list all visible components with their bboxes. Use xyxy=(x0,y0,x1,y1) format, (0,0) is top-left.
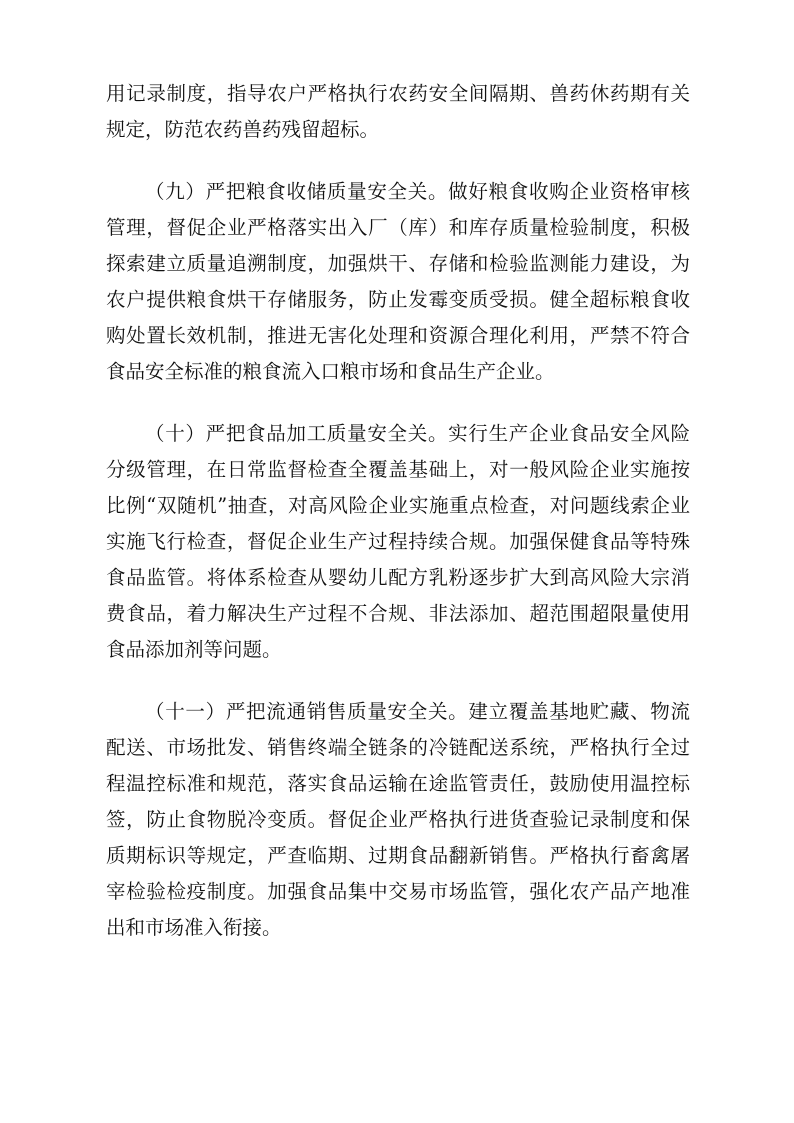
paragraph-item-9: （九）严把粮食收储质量安全关。做好粮食收购企业资格审核管理，督促企业严格落实出入厂（库）和库存质量检验制度，积极探索建立质量追溯制度，加强烘干、存储和检验监测能力建设，为农户提供粮食烘干存储服务，防止发霉变质受损。健全超标粮食收购处置长效机制，推进无害化处理和资源合理化利用，严禁不符合食品安全标准的粮食流入口粮市场和食品生产企业。 xyxy=(106,180,690,383)
paragraph-item-11: （十一）严把流通销售质量安全关。建立覆盖基地贮藏、物流配送、市场批发、销售终端全链条的冷链配送系统，严格执行全过程温控标准和规范，落实食品运输在途监管责任，鼓励使用温控标签，防止食物脱冷变质。督促企业严格执行进货查验记录制度和保质期标识等规定，严查临期、过期食品翻新销售。严格执行畜禽屠宰检验检疫制度。加强食品集中交易市场监管，强化农产品产地准出和市场准入衔接。 xyxy=(106,700,690,939)
paragraph-continuation: 用记录制度，指导农户严格执行农药安全间隔期、兽药休药期有关规定，防范农药兽药残留超标。 xyxy=(106,82,690,141)
paragraph-item-10: （十）严把食品加工质量安全关。实行生产企业食品安全风险分级管理，在日常监督检查全覆盖基础上，对一般风险企业实施按比例“双随机”抽查，对高风险企业实施重点检查，对问题线索企业实施飞行检查，督促企业生产过程持续合规。加强保健食品等特殊食品监管。将体系检查从婴幼儿配方乳粉逐步扩大到高风险大宗消费食品，着力解决生产过程不合规、非法添加、超范围超限量使用食品添加剂等问题。 xyxy=(106,422,690,661)
document-page xyxy=(106,76,690,946)
